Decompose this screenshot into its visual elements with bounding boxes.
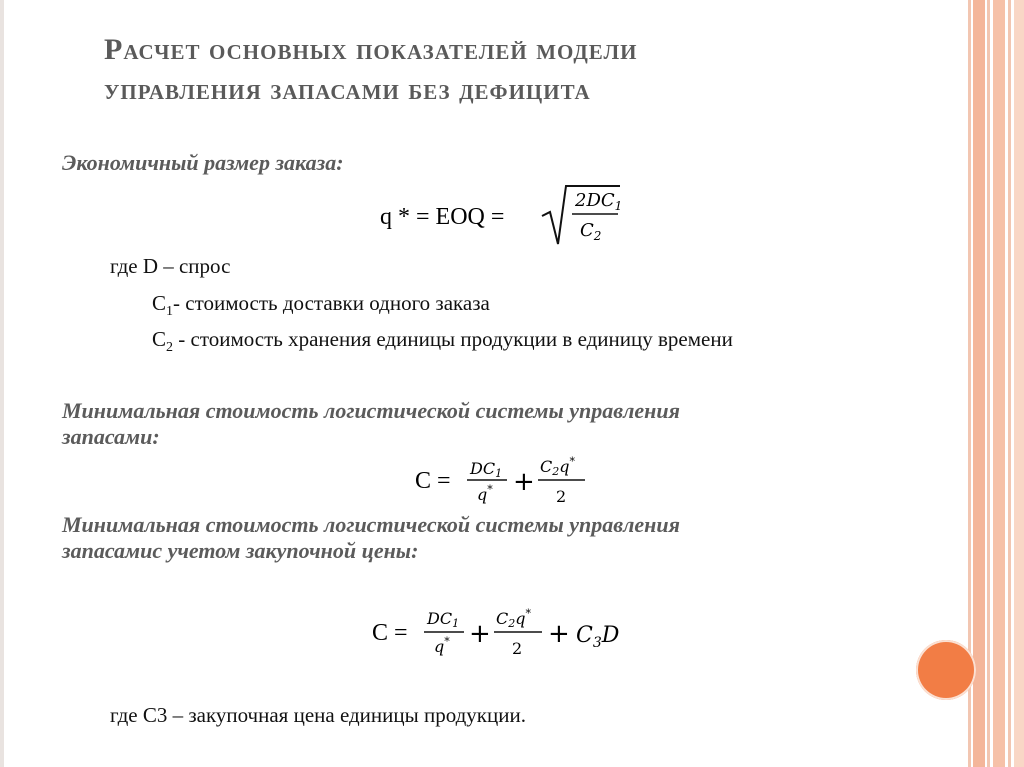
eoq-formula bbox=[380, 180, 640, 256]
section-heading-min-cost-purchase bbox=[62, 512, 680, 564]
title-line-1: Расчет основных показателей модели bbox=[104, 33, 638, 66]
purchase-f2-num: C2q* bbox=[496, 607, 531, 630]
decorative-stripes bbox=[968, 0, 1024, 767]
section-heading-eoq: Экономичный размер заказа: bbox=[62, 150, 344, 175]
min-cost-lhs: C = bbox=[415, 468, 451, 494]
min-cost-heading-line-1: Минимальная стоимость логистической системы управления bbox=[62, 398, 680, 423]
eoq-lhs: q * = EOQ = bbox=[380, 204, 505, 230]
min-cost-formula bbox=[415, 450, 615, 518]
slide-title bbox=[104, 30, 904, 110]
purchase-lhs: C = bbox=[372, 620, 408, 646]
min-cost-plus: + bbox=[513, 467, 535, 497]
decorative-orange-circle bbox=[916, 640, 976, 700]
purchase-plus-1: + bbox=[469, 619, 491, 649]
min-cost-f2-den: 2 bbox=[556, 487, 567, 506]
c3-definition: где C3 – закупочная цена единицы продукции. bbox=[110, 703, 526, 727]
purchase-tail: $C_3D$ bbox=[576, 623, 620, 651]
title-line-2: управления запасами без дефицита bbox=[104, 73, 591, 106]
purchase-f1-den: q* bbox=[434, 635, 450, 656]
min-cost-heading-line-2: запасами: bbox=[62, 424, 160, 449]
where-d-demand: где D – спрос bbox=[110, 254, 231, 278]
section-heading-min-cost bbox=[62, 398, 680, 450]
purchase-heading-line-2: запасамис учетом закупочной цены: bbox=[62, 538, 419, 563]
purchase-plus-2: + bbox=[548, 619, 570, 649]
min-cost-f2-num: C2q* bbox=[540, 455, 575, 478]
min-cost-purchase-formula bbox=[372, 602, 652, 670]
page-left-edge bbox=[0, 0, 4, 767]
c1-definition: $C_1-$ стоимость доставки одного заказа bbox=[152, 291, 490, 319]
purchase-f2-den: 2 bbox=[512, 639, 523, 658]
purchase-heading-line-1: Минимальная стоимость логистической системы управления bbox=[62, 512, 680, 537]
min-cost-f1-den: q* bbox=[477, 483, 493, 504]
min-cost-f1-num: DC1 bbox=[470, 459, 503, 480]
eoq-denominator: $C_2$ bbox=[580, 220, 602, 243]
eoq-numerator: $2DC_1$ bbox=[575, 190, 623, 213]
c2-definition: $C_2$ - стоимость хранения единицы продукции в единицу времени bbox=[152, 327, 733, 355]
purchase-f1-num: DC1 bbox=[427, 609, 460, 630]
